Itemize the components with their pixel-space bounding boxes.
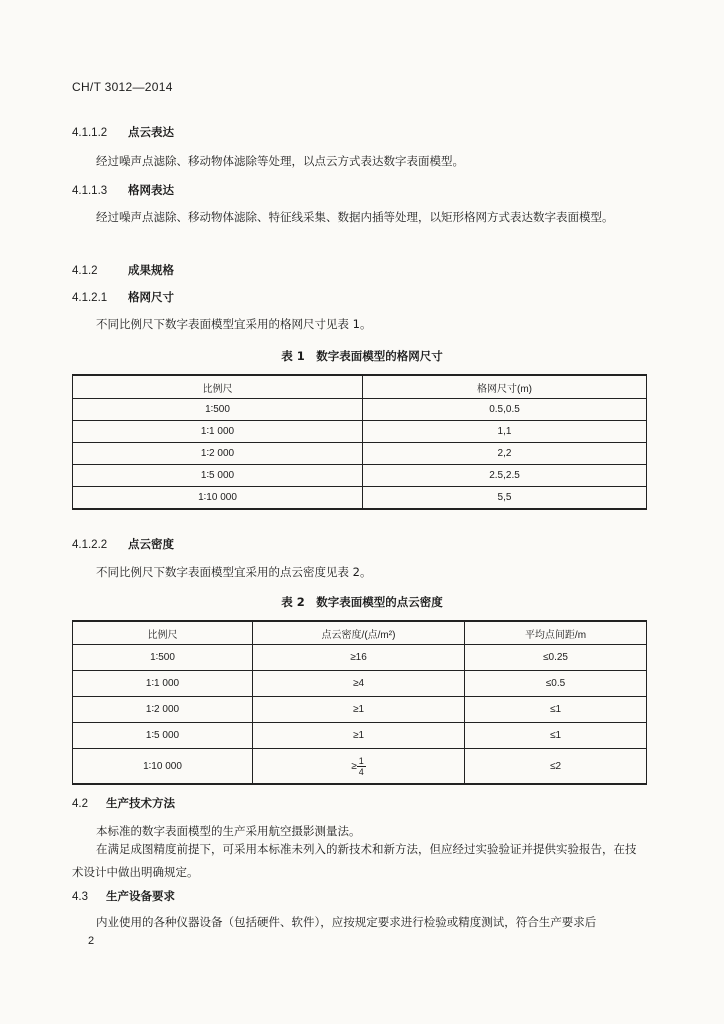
- section-number: 4.1.2.1: [72, 292, 108, 304]
- section-title: 生产设备要求: [106, 889, 176, 903]
- paragraph-grid-size: 不同比例尺下数字表面模型宜采用的格网尺寸见表 1。: [96, 317, 372, 331]
- section-title: 格网表达: [128, 183, 175, 197]
- table-row: [73, 465, 647, 487]
- table-header-row: [73, 621, 647, 645]
- section-4-1-1-3-heading: [72, 182, 174, 198]
- table-header-cell: 比例尺: [73, 375, 363, 399]
- standard-code-header: CH/T 3012—2014: [72, 80, 173, 94]
- section-title: 点云密度: [128, 537, 175, 551]
- table-cell: 5,5: [363, 487, 647, 510]
- section-4-1-2-heading: [72, 262, 174, 278]
- table-row: [73, 399, 647, 421]
- table-cell: ≥4: [253, 671, 465, 697]
- table-cell: 1∶1 000: [73, 671, 253, 697]
- table-row: [73, 421, 647, 443]
- section-number: 4.1.1.3: [72, 185, 108, 197]
- grid-size-table: [72, 374, 647, 510]
- table-header-cell: 比例尺: [73, 621, 253, 645]
- section-title: 生产技术方法: [106, 796, 176, 810]
- section-4-1-2-1-heading: [72, 289, 174, 305]
- table-cell: 1∶1 000: [73, 421, 363, 443]
- section-number: 4.1.2: [72, 265, 98, 277]
- paragraph-new-tech: 在满足成图精度前提下，可采用本标准未列入的新技术和新方法，但应经过实验验证并提供实验报告，在技术设计中做出明确规定。: [72, 842, 637, 879]
- table-cell: 1,1: [363, 421, 647, 443]
- section-title: 成果规格: [128, 263, 175, 277]
- paragraph-method: 本标准的数字表面模型的生产采用航空摄影测量法。: [96, 824, 361, 838]
- paragraph-grid: 经过噪声点滤除、移动物体滤除、特征线采集、数据内插等处理，以矩形格网方式表达数字表面模型。: [96, 210, 614, 224]
- table-row: [73, 749, 647, 785]
- table-cell: ≥1: [253, 697, 465, 723]
- table-cell: ≤0.5: [465, 671, 647, 697]
- paragraph-point-density: 不同比例尺下数字表面模型宜采用的点云密度见表 2。: [96, 565, 372, 579]
- fraction-numerator: 1: [358, 755, 364, 766]
- section-4-1-1-2-heading: [72, 124, 174, 140]
- table-row: [73, 697, 647, 723]
- table-row: [73, 671, 647, 697]
- table-cell: 1∶500: [73, 399, 363, 421]
- section-number: 4.3: [72, 891, 88, 903]
- table-cell: 1∶5 000: [73, 465, 363, 487]
- table-cell: ≤1: [465, 697, 647, 723]
- table-cell: ≥16: [253, 645, 465, 671]
- table-row: [73, 443, 647, 465]
- section-number: 4.1.1.2: [72, 127, 108, 139]
- table-header-cell: 点云密度/(点/m²): [253, 621, 465, 645]
- table1-caption: 表 1 数字表面模型的格网尺寸: [281, 349, 443, 363]
- section-title: 格网尺寸: [128, 290, 175, 304]
- table-row: [73, 723, 647, 749]
- section-title: 点云表达: [128, 125, 175, 139]
- table2-caption: 表 2 数字表面模型的点云密度: [281, 595, 443, 609]
- table-cell: ≤1: [465, 723, 647, 749]
- fraction: [357, 756, 366, 777]
- section-4-1-2-2-heading: [72, 536, 174, 552]
- paragraph-equipment: 内业使用的各种仪器设备（包括硬件、软件），应按规定要求进行检验或精度测试，符合生产要求后: [96, 915, 597, 929]
- table-cell: 1∶2 000: [73, 697, 253, 723]
- table-cell: ≤2: [465, 749, 647, 785]
- table-cell: 0.5,0.5: [363, 399, 647, 421]
- point-density-table: [72, 620, 647, 785]
- table-cell: 1∶500: [73, 645, 253, 671]
- fraction-prefix: ≥: [351, 760, 357, 772]
- fraction-denominator: 4: [358, 766, 364, 777]
- table-cell: 1∶10 000: [73, 749, 253, 785]
- table-cell: 2,2: [363, 443, 647, 465]
- paragraph-point-cloud: 经过噪声点滤除、移动物体滤除等处理，以点云方式表达数字表面模型。: [96, 154, 464, 168]
- table-cell: 1∶5 000: [73, 723, 253, 749]
- table-cell: 2.5,2.5: [363, 465, 647, 487]
- table-cell-fraction: [253, 749, 465, 785]
- page-number: 2: [88, 935, 95, 947]
- section-4-3-heading: [72, 888, 175, 904]
- section-number: 4.1.2.2: [72, 539, 108, 551]
- table-cell: 1∶10 000: [73, 487, 363, 510]
- section-number: 4.2: [72, 798, 88, 810]
- table-cell: 1∶2 000: [73, 443, 363, 465]
- table-cell: ≥1: [253, 723, 465, 749]
- table-row: [73, 645, 647, 671]
- table-cell: ≤0.25: [465, 645, 647, 671]
- table-header-cell: 平均点间距/m: [465, 621, 647, 645]
- table-header-row: [73, 375, 647, 399]
- table-header-cell: 格网尺寸(m): [363, 375, 647, 399]
- table-row: [73, 487, 647, 510]
- section-4-2-heading: [72, 795, 175, 811]
